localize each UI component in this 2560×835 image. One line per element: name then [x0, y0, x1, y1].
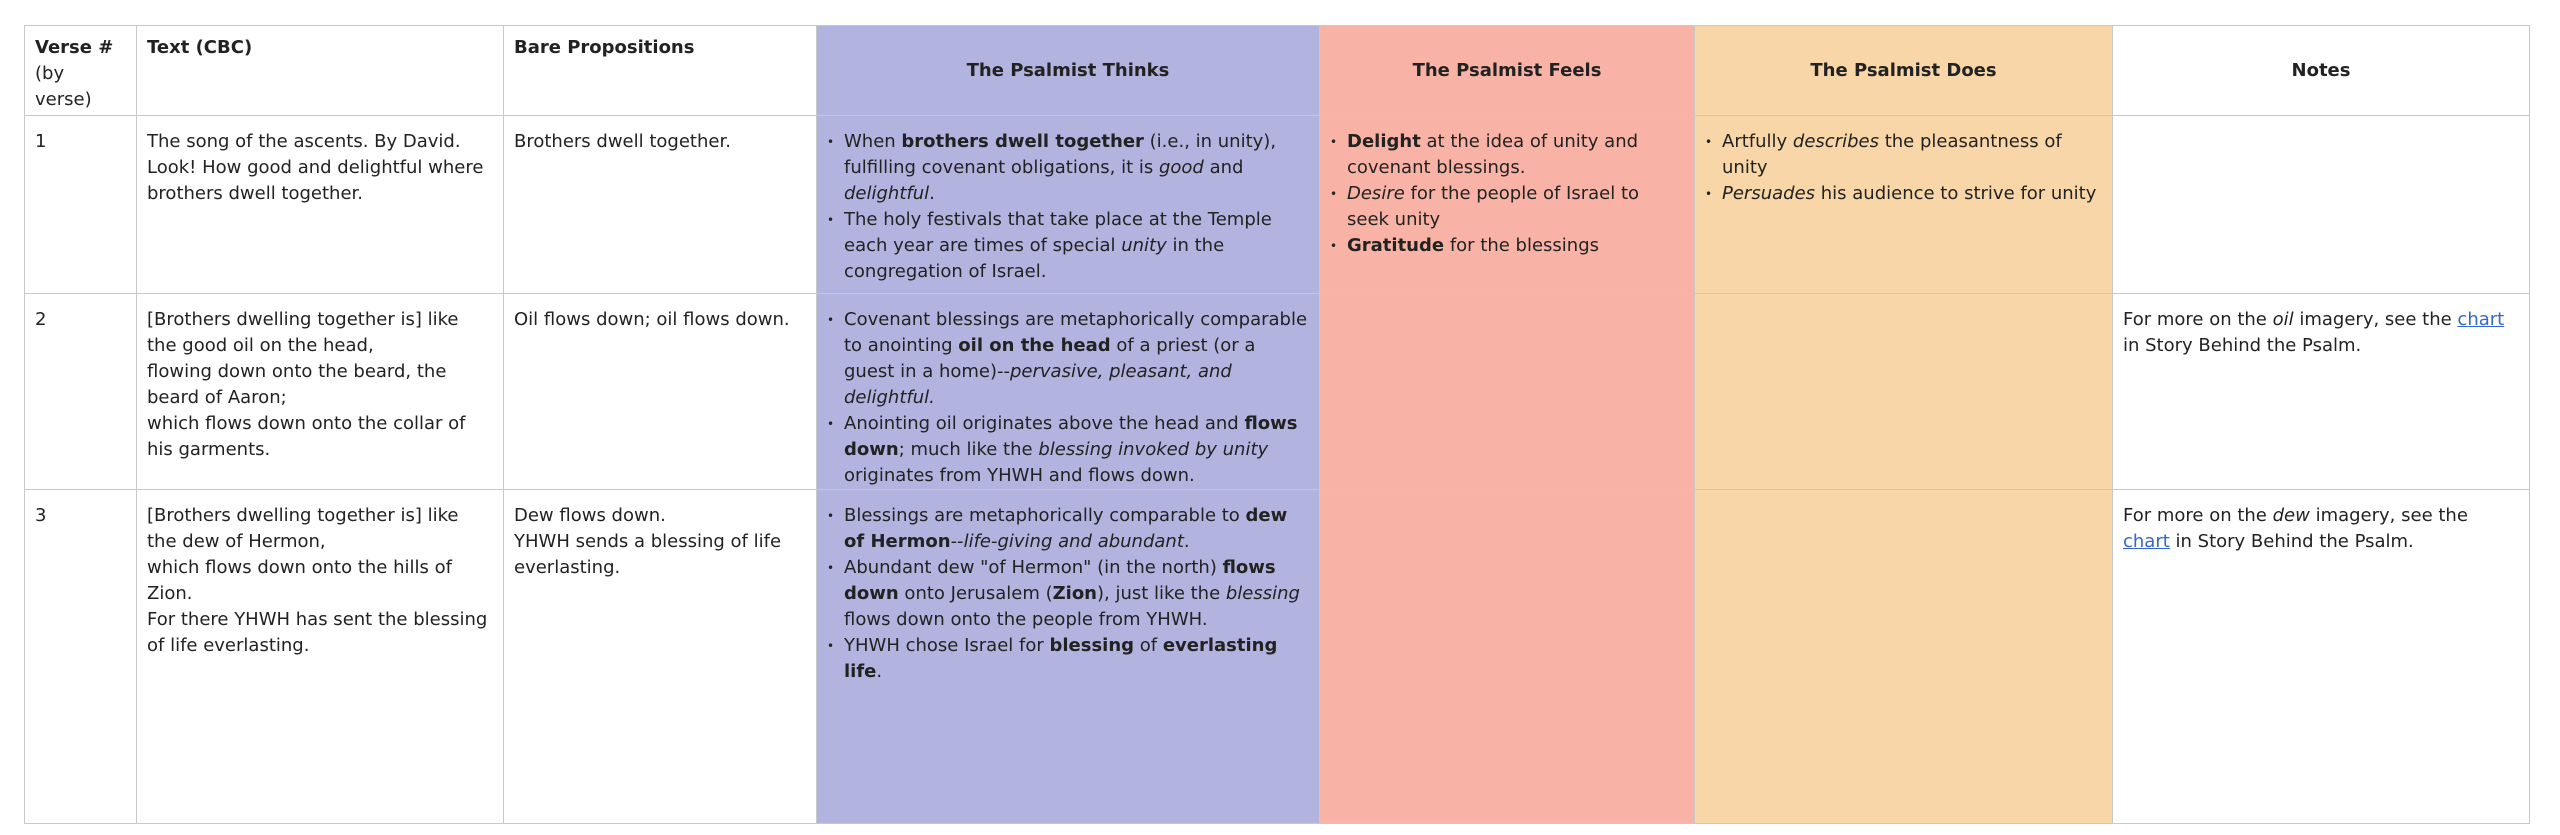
text-run: Abundant dew "of Hermon" (in the north): [844, 557, 1223, 578]
text-run: onto Jerusalem (: [898, 583, 1053, 604]
text-run: .: [1183, 531, 1190, 552]
bullet-list: [827, 503, 1309, 685]
list-item: [1347, 129, 1684, 181]
text-run: of a priest (or a guest in a home)--: [844, 335, 1256, 382]
list-item: [844, 307, 1309, 411]
list-item: [844, 207, 1309, 285]
table-row: [25, 116, 2530, 294]
text-run: and: [1203, 157, 1244, 178]
does-cell: [1695, 294, 2113, 490]
text-run: Gratitude: [1347, 235, 1445, 256]
bullet-list: [1705, 129, 2102, 207]
bare-cell: [504, 490, 817, 824]
list-item: [1722, 129, 2102, 181]
text-run: of: [1134, 635, 1163, 656]
list-item: [844, 633, 1309, 685]
verse-cell: 2: [25, 294, 137, 490]
text-run: Covenant blessings are metaphorically comparable to anointing: [844, 309, 1308, 356]
text-run: for the people of Israel to seek unity: [1347, 183, 1640, 230]
text-run: in Story Behind the Psalm.: [2123, 335, 2362, 356]
header-feels: The Psalmist Feels: [1320, 26, 1695, 116]
text-run: everlasting life: [844, 635, 1278, 682]
text-run: oil: [2272, 309, 2294, 330]
text-run: dew of Hermon: [844, 505, 1288, 552]
list-item: [1347, 233, 1684, 259]
text-cell: [137, 116, 504, 294]
text-run: blessing invoked by unity: [1038, 439, 1269, 460]
text-line: [Brothers dwelling together is] like the good oil on the head,: [147, 309, 459, 356]
text-line: The song of the ascents. By David.: [147, 131, 461, 152]
bullet-list: [1330, 129, 1684, 259]
text-run: imagery, see the: [2293, 309, 2458, 330]
text-run: dew: [2272, 505, 2310, 526]
header-text: [137, 26, 504, 116]
text-run: Persuades: [1722, 183, 1816, 204]
list-item: [844, 129, 1309, 207]
text-line: flowing down onto the beard, the beard of Aaron;: [147, 361, 447, 408]
text-run: For more on the: [2123, 505, 2273, 526]
text-run: Blessings are metaphorically comparable to: [844, 505, 1246, 526]
text-run: unity: [1121, 235, 1167, 256]
text-run: ), just like the: [1097, 583, 1226, 604]
list-item: [844, 555, 1309, 633]
feels-cell: [1320, 490, 1695, 824]
text-run: for the blessings: [1444, 235, 1600, 256]
header-verse-sub: (by verse): [35, 63, 92, 110]
text-run: brothers dwell together: [901, 131, 1144, 152]
thinks-cell: [817, 490, 1320, 824]
text-run: ; much like the: [898, 439, 1039, 460]
text-run: --: [950, 531, 964, 552]
text-run: .: [929, 183, 935, 204]
header-bare-label: Bare Propositions: [514, 37, 695, 58]
text-line: For there YHWH has sent the blessing of life everlasting.: [147, 609, 488, 656]
chart-link[interactable]: chart: [2123, 531, 2170, 552]
table-row: [25, 490, 2530, 824]
text-run: flows down: [844, 557, 1276, 604]
thinks-cell: [817, 294, 1320, 490]
text-run: flows down: [844, 413, 1298, 460]
text-line: Dew flows down.: [514, 505, 666, 526]
text-run: delightful: [844, 183, 930, 204]
text-run: The holy festivals that take place at the Temple each year are times of special: [844, 209, 1272, 256]
text-run: originates from YHWH and flows down.: [844, 465, 1195, 486]
header-row: [25, 26, 2530, 116]
text-run: imagery, see the: [2309, 505, 2468, 526]
list-item: [844, 503, 1309, 555]
text-run: good: [1158, 157, 1204, 178]
feels-cell: [1320, 294, 1695, 490]
notes-cell: [2113, 294, 2530, 490]
notes-cell: [2113, 116, 2530, 294]
thinks-cell: [817, 116, 1320, 294]
text-run: When: [844, 131, 902, 152]
text-run: in Story Behind the Psalm.: [2169, 531, 2414, 552]
text-run: pervasive, pleasant, and delightful.: [844, 361, 1232, 408]
text-run: Delight: [1347, 131, 1421, 152]
text-line: Brothers dwell together.: [514, 131, 731, 152]
list-item: [1347, 181, 1684, 233]
header-verse-label: Verse #: [35, 37, 114, 58]
bullet-list: [827, 307, 1309, 489]
text-run: YHWH chose Israel for: [844, 635, 1050, 656]
notes-cell: [2113, 490, 2530, 824]
text-run: Anointing oil originates above the head and: [844, 413, 1245, 434]
verse-cell: 1: [25, 116, 137, 294]
header-verse: [25, 26, 137, 116]
text-run: in the congregation of Israel.: [844, 235, 1225, 282]
text-line: Look! How good and delightful where brothers dwell together.: [147, 157, 484, 204]
text-line: Oil flows down; oil flows down.: [514, 309, 790, 330]
header-thinks: The Psalmist Thinks: [817, 26, 1320, 116]
text-run: flows down onto the people from YHWH.: [844, 609, 1208, 630]
text-run: the pleasantness of unity: [1722, 131, 2062, 178]
bare-cell: [504, 116, 817, 294]
header-does: The Psalmist Does: [1695, 26, 2113, 116]
text-run: at the idea of unity and covenant blessings.: [1347, 131, 1639, 178]
text-line: which flows down onto the collar of his garments.: [147, 413, 466, 460]
text-run: (i.e., in unity), fulfilling covenant obligations, it is: [844, 131, 1277, 178]
header-notes: Notes: [2113, 26, 2530, 116]
text-cell: [137, 294, 504, 490]
text-line: [Brothers dwelling together is] like the dew of Hermon,: [147, 505, 459, 552]
header-bare: [504, 26, 817, 116]
verse-cell: 3: [25, 490, 137, 824]
text-run: Zion: [1052, 583, 1097, 604]
text-run: Desire: [1347, 183, 1405, 204]
text-run: blessing: [1049, 635, 1135, 656]
text-line: YHWH sends a blessing of life everlasting.: [514, 531, 782, 578]
text-run: For more on the: [2123, 309, 2273, 330]
text-run: blessing: [1225, 583, 1300, 604]
does-cell: [1695, 116, 2113, 294]
list-item: [844, 411, 1309, 489]
text-run: .: [876, 661, 883, 682]
chart-link[interactable]: chart: [2457, 309, 2505, 330]
bare-cell: [504, 294, 817, 490]
text-run: Artfully: [1722, 131, 1793, 152]
does-cell: [1695, 490, 2113, 824]
table-row: [25, 294, 2530, 490]
text-line: which flows down onto the hills of Zion.: [147, 557, 452, 604]
feels-cell: [1320, 116, 1695, 294]
header-text-label: Text (CBC): [147, 37, 253, 58]
bullet-list: [827, 129, 1309, 285]
text-run: oil on the head: [958, 335, 1111, 356]
text-run: describes: [1792, 131, 1879, 152]
text-run: life-giving and abundant: [963, 531, 1184, 552]
list-item: [1722, 181, 2102, 207]
psalm-analysis-table: [24, 25, 2530, 824]
text-run: his audience to strive for unity: [1815, 183, 2097, 204]
text-cell: [137, 490, 504, 824]
